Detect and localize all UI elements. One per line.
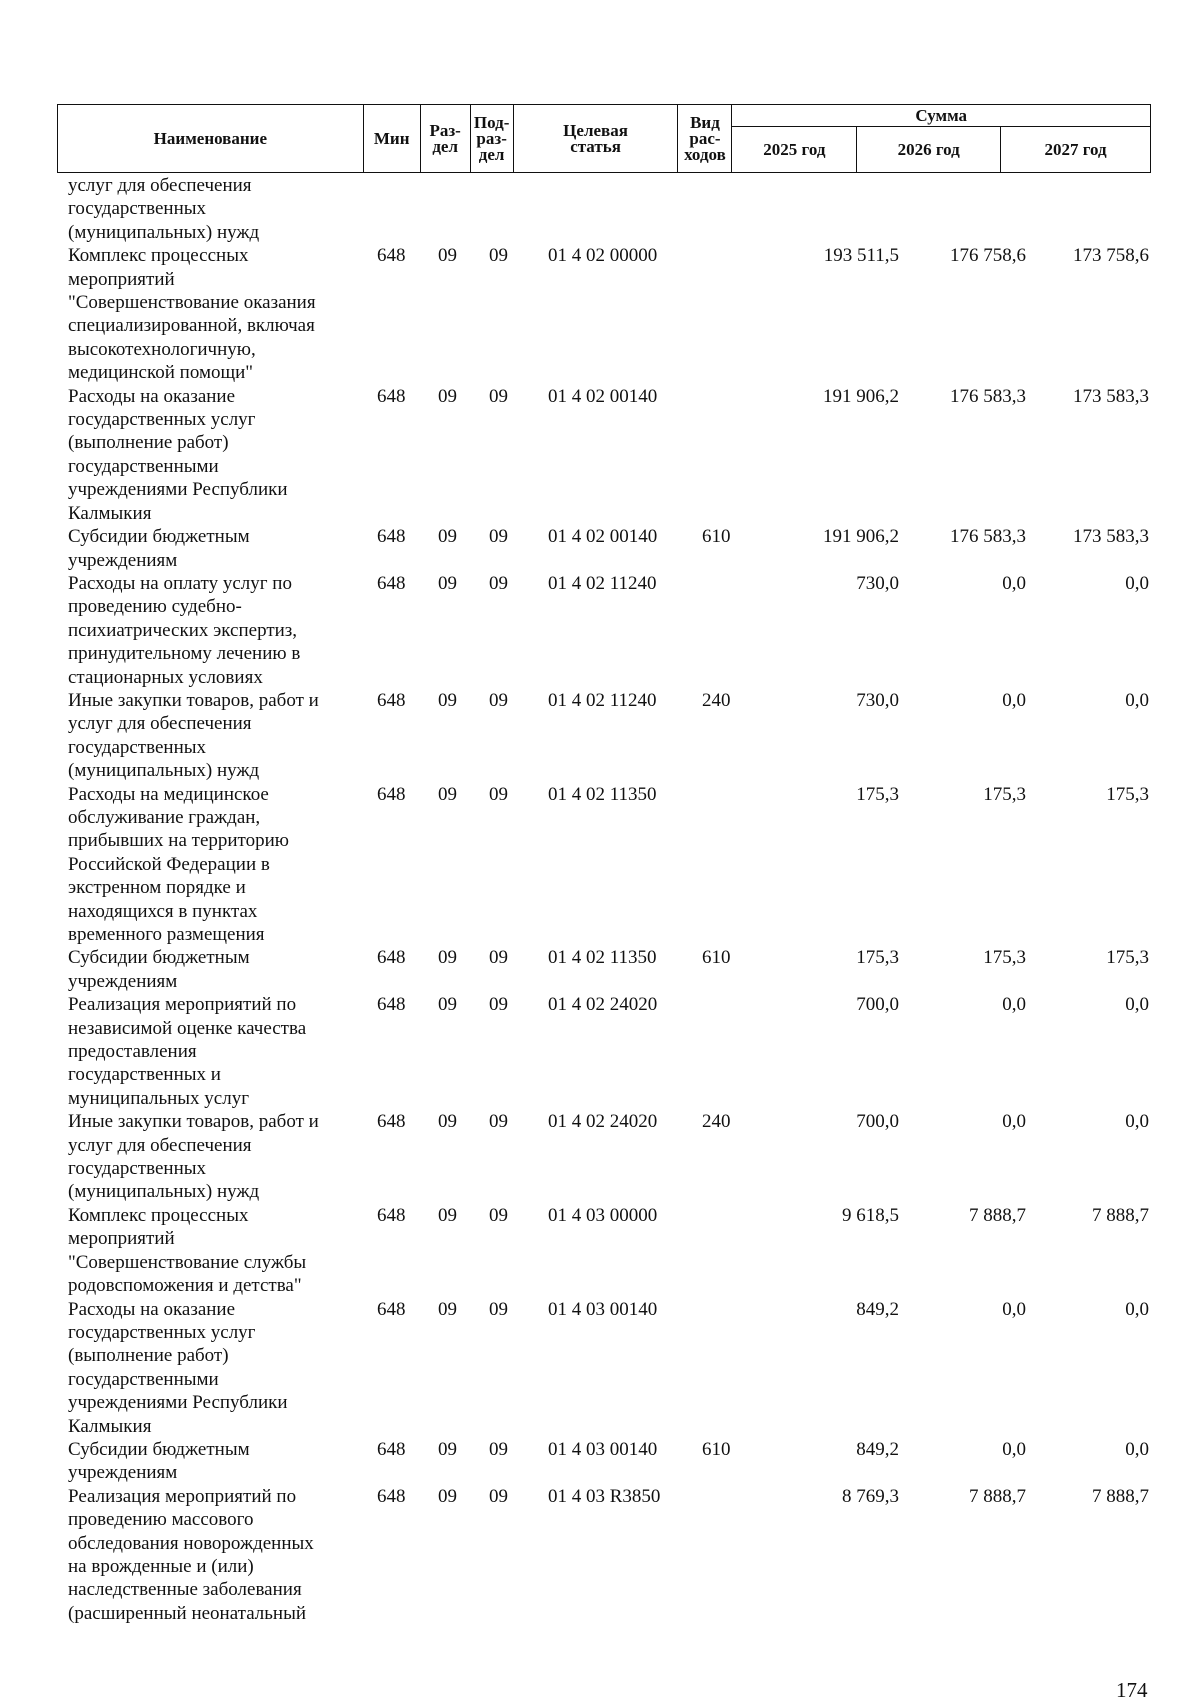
row-name: услуг для обеспечения государственных (муниципальных) нужд [68,175,260,243]
row-name: Субсидии бюджетным учреждениям [68,1438,250,1484]
header-summa: Сумма [732,105,1151,127]
row-sum-2025: 175,3 [856,947,899,969]
row-min: 648 [377,783,406,805]
row-sum-2025: 730,0 [856,689,899,711]
row-min: 648 [377,1298,406,1320]
row-name: Субсидии бюджетным учреждениям [68,947,250,992]
row-name: Иные закупки товаров, работ и услуг для обеспечения государственных (муниципальных) нужд [68,1111,319,1203]
row-name: Реализация мероприятий по независимой оценке качества предоставления государственных и муниципальных услуг [68,994,307,1109]
row-min: 648 [377,385,406,407]
row-celevaya: 01 4 02 11350 [548,783,657,805]
row-sum-2026: 0,0 [1002,994,1026,1016]
row-sum-2026: 0,0 [1002,689,1026,711]
header-razdel: Раз- дел [420,105,470,173]
row-sum-2027: 175,3 [1106,947,1149,969]
row-name: Расходы на оказание государственных услуг (выполнение работ) государственными учреждениями Республики Калмыкия [68,385,288,524]
row-podrazdel: 09 [489,783,508,805]
row-celevaya: 01 4 02 24020 [548,994,658,1016]
header-year-2025: 2025 год [732,127,857,173]
row-razdel: 09 [438,783,457,805]
table-row [57,1485,1151,1625]
row-razdel: 09 [438,689,457,711]
table-header [57,104,1151,173]
row-razdel: 09 [438,947,457,969]
header-vid: Вид рас- ходов [678,105,732,173]
row-celevaya: 01 4 02 24020 [548,1111,658,1133]
row-sum-2027: 175,3 [1106,783,1149,805]
row-celevaya: 01 4 02 11350 [548,947,657,969]
row-celevaya: 01 4 02 00140 [548,385,658,407]
row-min: 648 [377,1438,406,1460]
row-sum-2025: 700,0 [856,1111,899,1133]
row-min: 648 [377,1204,406,1226]
row-sum-2027: 173 583,3 [1073,526,1149,548]
table-row [57,946,1151,993]
row-podrazdel: 09 [489,572,508,594]
row-sum-2025: 849,2 [856,1298,899,1320]
row-name: Комплекс процессных мероприятий "Совершенствование оказания специализированной, включая высокотехнологичную, медицинской помощи" [68,245,316,384]
row-sum-2026: 176 758,6 [950,245,1026,267]
row-podrazdel: 09 [489,689,508,711]
row-celevaya: 01 4 02 11240 [548,572,657,594]
row-celevaya: 01 4 03 00140 [548,1298,658,1320]
table-row [57,385,1151,525]
row-min: 648 [377,947,406,969]
row-celevaya: 01 4 03 R3850 [548,1485,661,1507]
row-sum-2025: 730,0 [856,572,899,594]
row-razdel: 09 [438,1485,457,1507]
row-min: 648 [377,572,406,594]
row-name: Расходы на оплату услуг по проведению судебно- психиатрических экспертиз, принудительному лечению в стационарных условиях [68,572,301,688]
row-podrazdel: 09 [489,526,508,548]
row-razdel: 09 [438,1438,457,1460]
row-podrazdel: 09 [489,1298,508,1320]
row-podrazdel: 09 [489,385,508,407]
header-year-2027: 2027 год [1001,127,1151,173]
row-razdel: 09 [438,994,457,1016]
row-sum-2027: 7 888,7 [1092,1204,1149,1226]
table-row [57,572,1151,689]
row-min: 648 [377,689,406,711]
row-sum-2027: 0,0 [1125,1111,1149,1133]
table-row [57,689,1151,783]
table-row [57,174,1151,244]
table-row [57,783,1151,947]
row-sum-2026: 175,3 [983,947,1026,969]
table-row [57,244,1151,384]
row-sum-2025: 849,2 [856,1438,899,1460]
table-row [57,1298,1151,1438]
row-razdel: 09 [438,572,457,594]
row-podrazdel: 09 [489,1438,508,1460]
table-row [57,1438,1151,1485]
header-podrazdel: Под- раз- дел [470,105,513,173]
row-sum-2026: 7 888,7 [969,1485,1026,1507]
row-sum-2027: 7 888,7 [1092,1485,1149,1507]
row-sum-2026: 0,0 [1002,572,1026,594]
row-name: Расходы на оказание государственных услуг (выполнение работ) государственными учреждениями Республики Калмыкия [68,1298,288,1437]
row-sum-2025: 191 906,2 [823,385,899,407]
row-podrazdel: 09 [489,994,508,1016]
row-razdel: 09 [438,526,457,548]
row-razdel: 09 [438,1204,457,1226]
row-min: 648 [377,526,406,548]
row-celevaya: 01 4 03 00140 [548,1438,658,1460]
table-row [57,1110,1151,1204]
row-podrazdel: 09 [489,1485,508,1507]
row-sum-2026: 0,0 [1002,1111,1026,1133]
row-sum-2025: 8 769,3 [842,1485,899,1507]
row-sum-2025: 700,0 [856,994,899,1016]
row-name: Субсидии бюджетным учреждениям [68,526,250,571]
row-vid: 240 [702,689,731,711]
row-sum-2027: 0,0 [1125,1298,1149,1320]
row-celevaya: 01 4 02 00000 [548,245,658,267]
row-sum-2026: 0,0 [1002,1298,1026,1320]
row-vid: 610 [702,947,731,969]
row-razdel: 09 [438,1111,457,1133]
row-name: Иные закупки товаров, работ и услуг для обеспечения государственных (муниципальных) нужд [68,689,319,782]
header-celevaya: Целевая статья [513,105,678,173]
row-razdel: 09 [438,1298,457,1320]
row-celevaya: 01 4 02 11240 [548,689,657,711]
header-year-2026: 2026 год [857,127,1001,173]
row-min: 648 [377,1111,406,1133]
row-sum-2026: 7 888,7 [969,1204,1026,1226]
row-min: 648 [377,994,406,1016]
row-sum-2026: 0,0 [1002,1438,1026,1460]
row-sum-2027: 0,0 [1125,572,1149,594]
row-sum-2025: 175,3 [856,783,899,805]
row-min: 648 [377,245,406,267]
row-podrazdel: 09 [489,245,508,267]
row-vid: 610 [702,1438,731,1460]
row-vid: 240 [702,1111,731,1133]
header-min: Мин [363,105,420,173]
row-sum-2026: 176 583,3 [950,526,1026,548]
table-row [57,993,1151,1110]
row-podrazdel: 09 [489,1204,508,1226]
row-sum-2025: 193 511,5 [823,245,899,267]
row-podrazdel: 09 [489,947,508,969]
row-sum-2026: 176 583,3 [950,385,1026,407]
row-sum-2025: 191 906,2 [823,526,899,548]
header-name: Наименование [58,105,364,173]
row-sum-2026: 175,3 [983,783,1026,805]
row-sum-2027: 173 758,6 [1073,245,1149,267]
table-row [57,1204,1151,1298]
table-row [57,525,1151,572]
row-min: 648 [377,1485,406,1507]
page-number: 174 [1116,1678,1148,1702]
row-razdel: 09 [438,385,457,407]
row-vid: 610 [702,526,731,548]
row-sum-2027: 0,0 [1125,1438,1149,1460]
row-sum-2025: 9 618,5 [842,1204,899,1226]
row-sum-2027: 173 583,3 [1073,385,1149,407]
row-name: Расходы на медицинское обслуживание граждан, прибывших на территорию Российской Федерации в экстренном порядке и находящихся в пунктах временного размещения [68,783,289,945]
row-name: Реализация мероприятий по проведению массового обследования новорожденных на врожденные и (или) наследственные заболевания (расширенный неонатальный [68,1485,314,1624]
row-podrazdel: 09 [489,1111,508,1133]
row-celevaya: 01 4 02 00140 [548,526,658,548]
row-razdel: 09 [438,245,457,267]
row-sum-2027: 0,0 [1125,689,1149,711]
table-body [57,174,1151,1625]
row-celevaya: 01 4 03 00000 [548,1204,658,1226]
row-name: Комплекс процессных мероприятий "Совершенствование службы родовспоможения и детства" [68,1204,307,1297]
row-sum-2027: 0,0 [1125,994,1149,1016]
